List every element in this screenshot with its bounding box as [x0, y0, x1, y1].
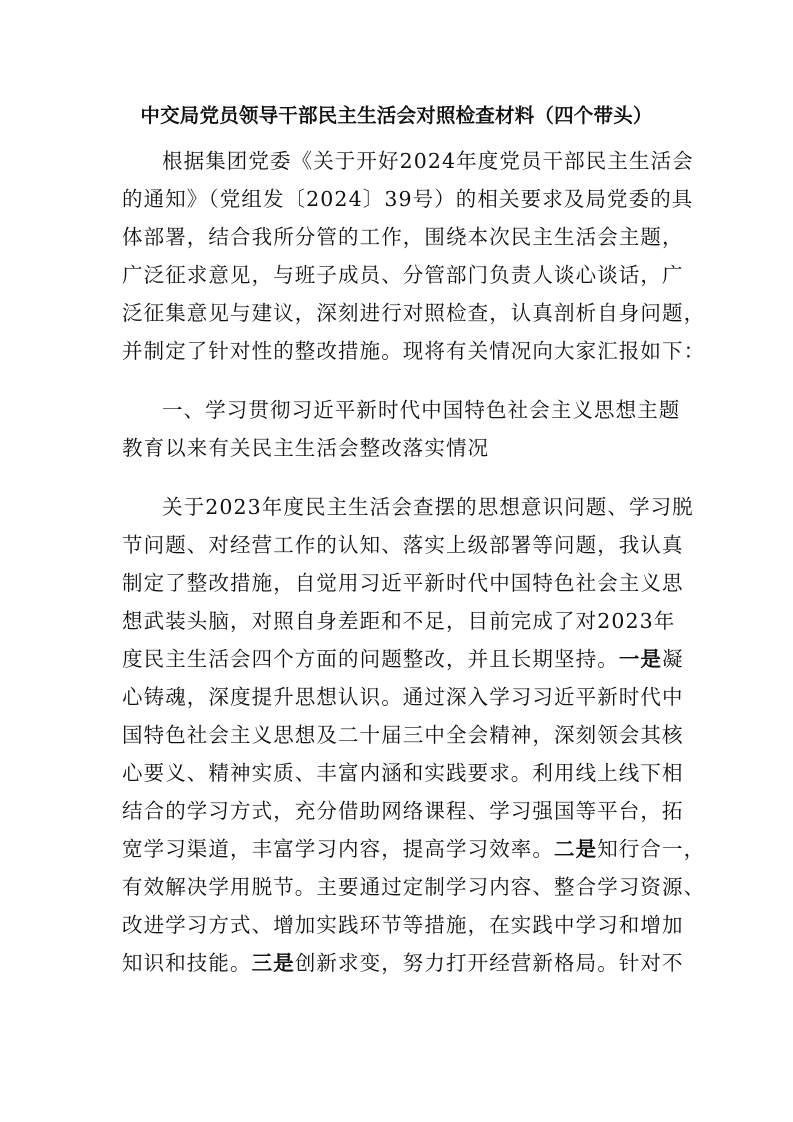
document-title: 中交局党员领导干部民主生活会对照检查材料（四个带头）: [140, 104, 653, 127]
text-run: 度民主生活会四个方面的问题整改，并且长期坚持。: [122, 647, 619, 671]
paragraph-line: [122, 644, 684, 674]
bold-marker: 一是: [618, 647, 663, 671]
paragraph-line: 关于2023年度民主生活会查摆的思想意识问题、学习脱: [162, 495, 694, 519]
bold-marker: 三是: [251, 951, 295, 975]
paragraph-line: 广泛征求意见，与班子成员、分管部门负责人谈心谈话，广: [122, 263, 684, 287]
paragraph-line: 泛征集意见与建议，深刻进行对照检查，认真剖析自身问题，: [122, 301, 706, 325]
section-heading-line: 一、学习贯彻习近平新时代中国特色社会主义思想主题: [162, 398, 681, 422]
paragraph-line: 的通知》（党组发〔2024〕39号）的相关要求及局党委的具: [122, 187, 694, 211]
paragraph-line: [122, 834, 705, 864]
paragraph-line: 国特色社会主义思想及二十届三中全会精神，深刻领会其核: [122, 723, 684, 747]
text-run: 宽学习渠道，丰富学习内容，提高学习效率。: [122, 837, 554, 861]
paragraph-line: 改进学习方式、增加实践环节等措施，在实践中学习和增加: [122, 913, 684, 937]
paragraph-line: 心要义、精神实质、丰富内涵和实践要求。利用线上线下相: [122, 761, 684, 785]
paragraph-line: 有效解决学用脱节。主要通过定制学习内容、整合学习资源、: [122, 875, 706, 899]
text-run: 知识和技能。: [122, 951, 252, 975]
paragraph-line: 并制定了针对性的整改措施。现将有关情况向大家汇报如下：: [122, 339, 706, 363]
paragraph-line: 心铸魂，深度提升思想认识。通过深入学习习近平新时代中: [122, 685, 684, 709]
text-run: 知行合一，: [597, 837, 706, 861]
paragraph-line: 制定了整改措施，自觉用习近平新时代中国特色社会主义思: [122, 571, 684, 595]
paragraph-line: [122, 948, 684, 978]
paragraph-line: 想武装头脑，对照自身差距和不足，目前完成了对2023年: [122, 609, 676, 633]
paragraph-line: 体部署，结合我所分管的工作，围绕本次民主生活会主题，: [122, 225, 684, 249]
bold-marker: 二是: [554, 837, 598, 861]
paragraph-line: 结合的学习方式，充分借助网络课程、学习强国等平台，拓: [122, 799, 684, 823]
text-run: 创新求变，努力打开经营新格局。针对不: [294, 951, 684, 975]
paragraph-line: 根据集团党委《关于开好2024年度党员干部民主生活会: [162, 149, 694, 173]
text-run: 凝: [662, 647, 684, 671]
paragraph-line: 节问题、对经营工作的认知、落实上级部署等问题，我认真: [122, 533, 684, 557]
section-heading-line: 教育以来有关民主生活会整改落实情况: [122, 436, 490, 460]
